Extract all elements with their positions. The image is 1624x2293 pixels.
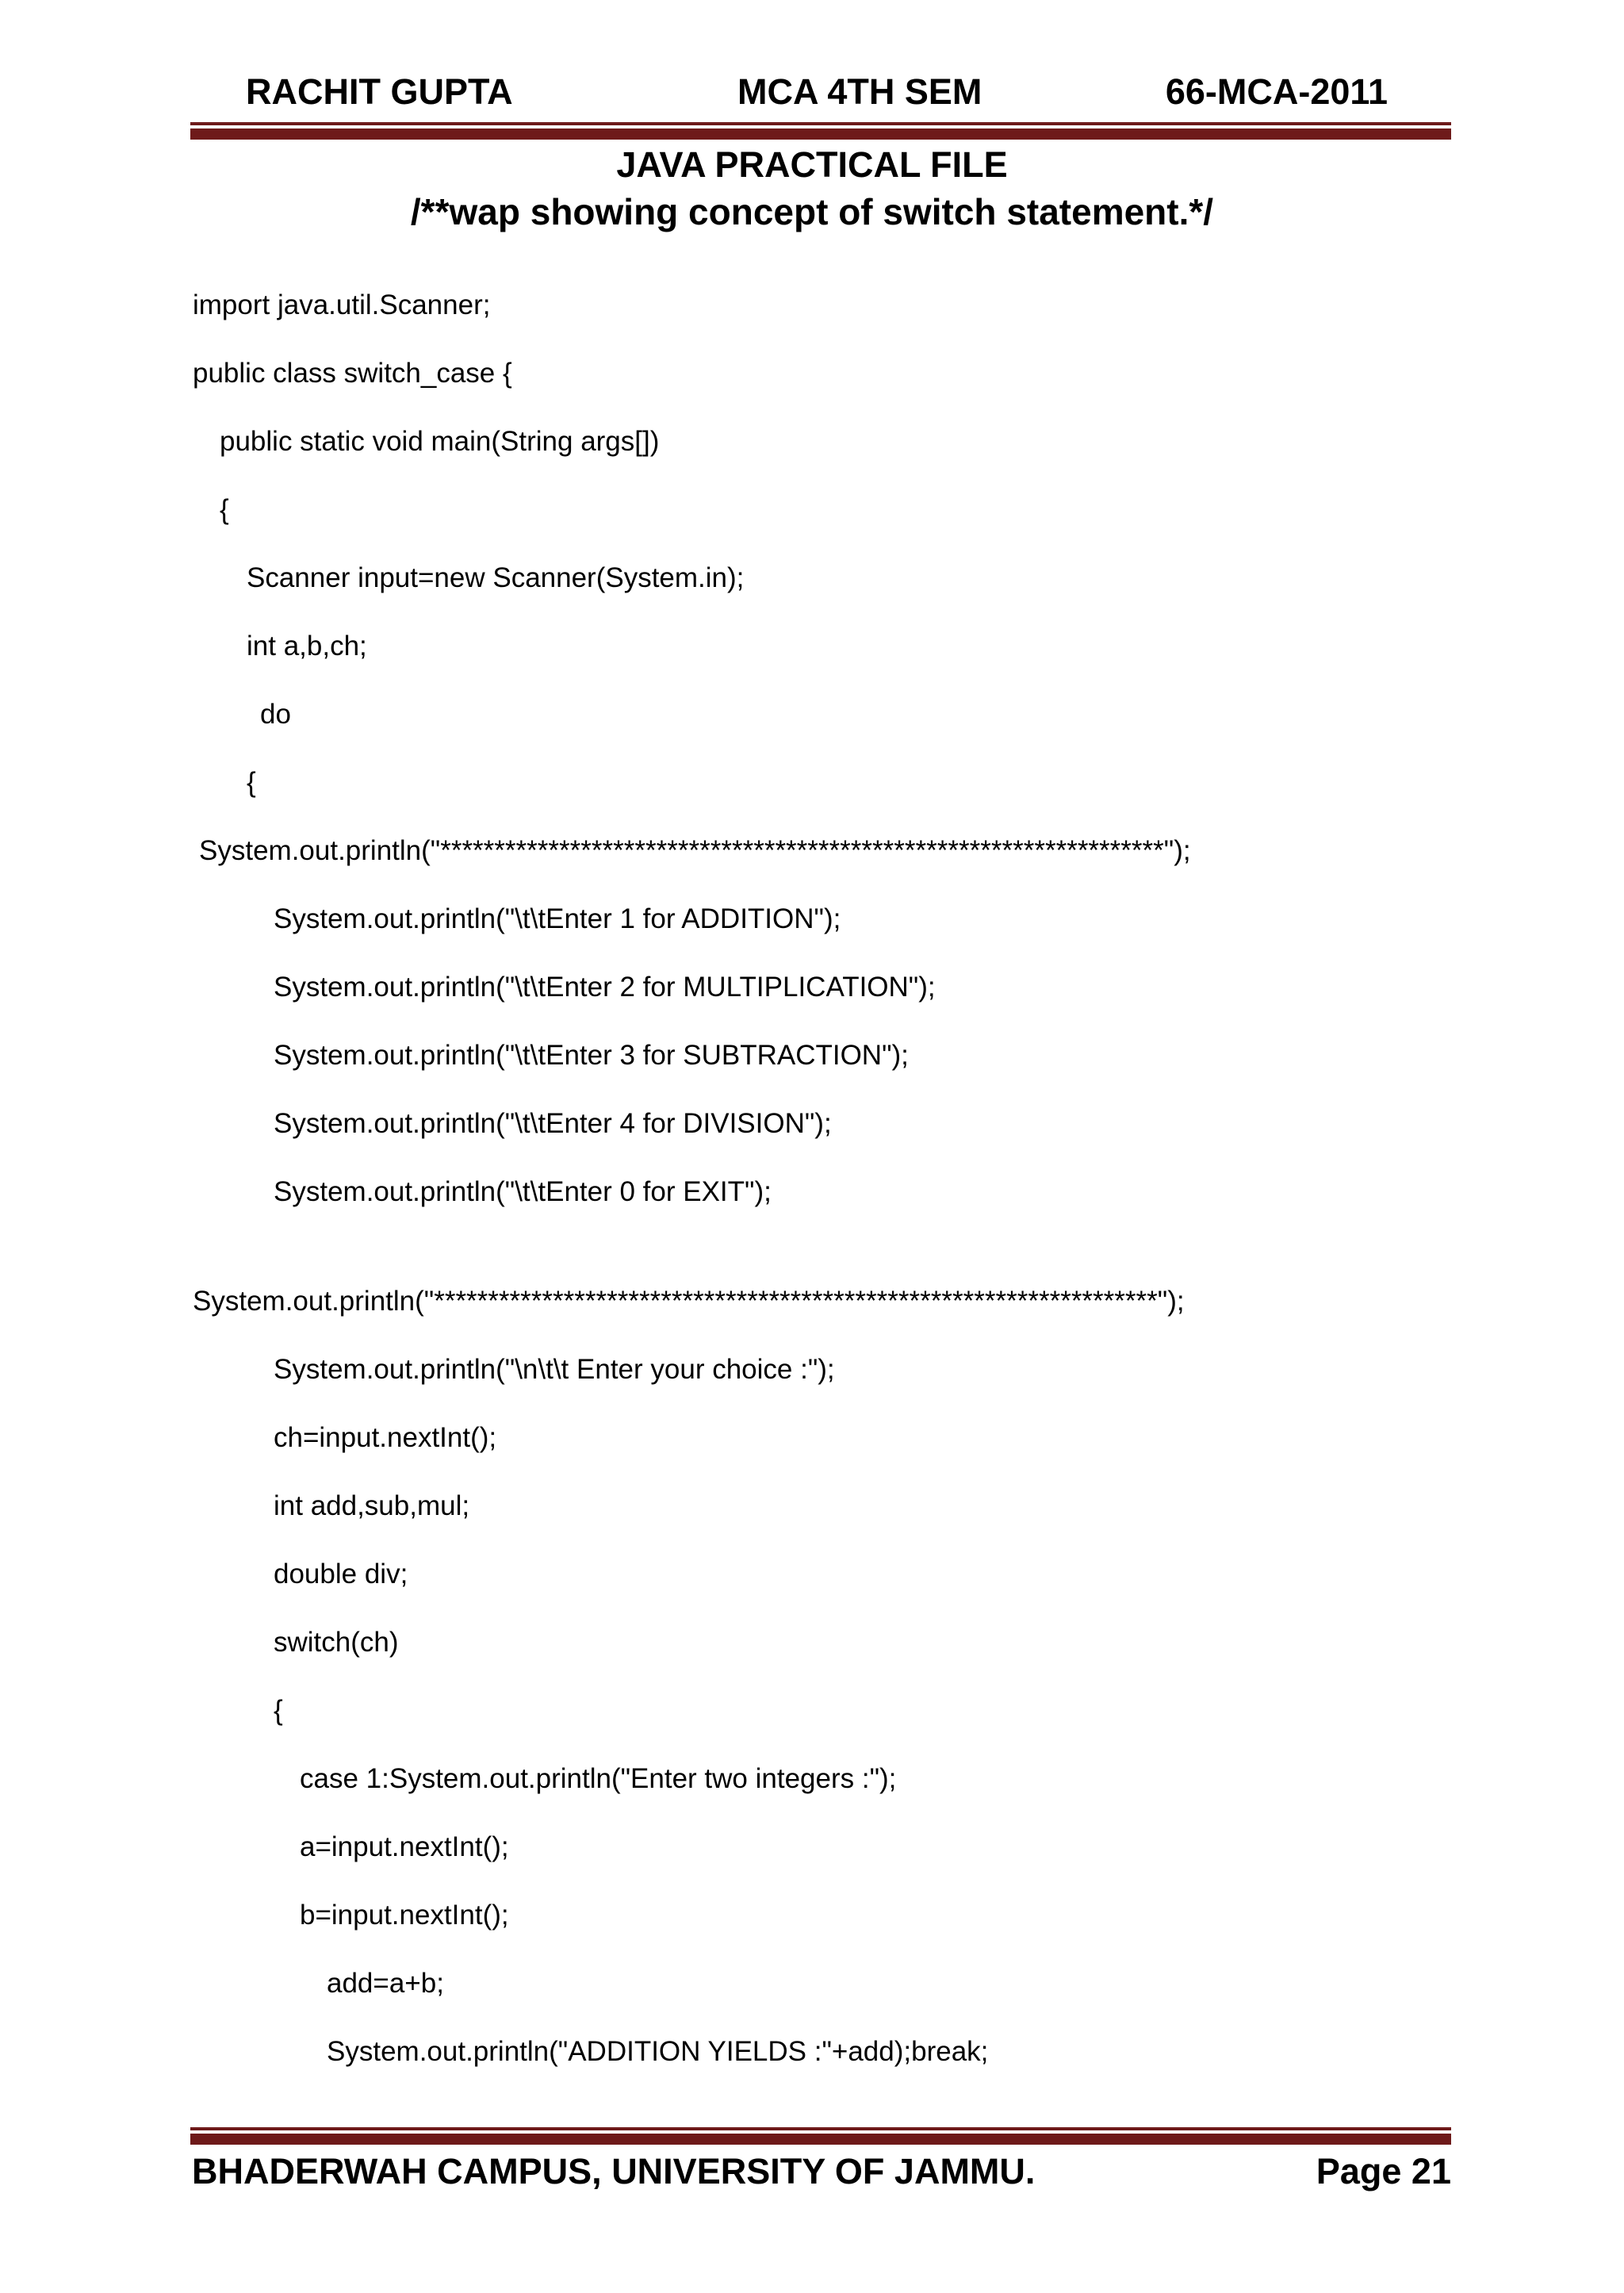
code-line: ch=input.nextInt(); bbox=[274, 1422, 497, 1453]
code-line: public class switch_case { bbox=[193, 358, 512, 389]
code-line: b=input.nextInt(); bbox=[300, 1900, 509, 1931]
header-divider bbox=[190, 122, 1451, 140]
code-line: add=a+b; bbox=[327, 1968, 444, 1999]
code-line: System.out.println("\t\tEnter 1 for ADDITION"); bbox=[274, 903, 841, 934]
code-line: do bbox=[260, 699, 291, 730]
code-line: switch(ch) bbox=[274, 1627, 399, 1658]
code-line: int add,sub,mul; bbox=[274, 1490, 470, 1521]
code-line: public static void main(String args[]) bbox=[220, 426, 660, 457]
code-line: Scanner input=new Scanner(System.in); bbox=[247, 562, 745, 593]
page-header bbox=[190, 71, 1451, 119]
author-name: RACHIT GUPTA bbox=[246, 71, 513, 112]
campus-name: BHADERWAH CAMPUS, UNIVERSITY OF JAMMU. bbox=[192, 2151, 1036, 2191]
code-line: double div; bbox=[274, 1559, 408, 1589]
file-title: JAVA PRACTICAL FILE bbox=[616, 144, 1008, 185]
code-line: import java.util.Scanner; bbox=[193, 290, 491, 320]
code-line: a=input.nextInt(); bbox=[300, 1831, 509, 1862]
code-line: { bbox=[247, 767, 256, 798]
code-line: { bbox=[274, 1695, 283, 1726]
page-number: Page 21 bbox=[1316, 2151, 1451, 2191]
code-line: System.out.println("*******************************************************************"); bbox=[199, 835, 1191, 866]
code-line: System.out.println("\t\tEnter 2 for MULTIPLICATION"); bbox=[274, 972, 936, 1003]
footer-divider bbox=[190, 2127, 1451, 2145]
code-line: System.out.println("\t\tEnter 4 for DIVISION"); bbox=[274, 1108, 832, 1139]
code-line: System.out.println("\n\t\t Enter your choice :"); bbox=[274, 1354, 835, 1385]
code-line: System.out.println("ADDITION YIELDS :"+add);break; bbox=[327, 2036, 989, 2067]
code-line: { bbox=[220, 494, 229, 525]
code-line: System.out.println("\t\tEnter 0 for EXIT"); bbox=[274, 1176, 772, 1207]
code-line: int a,b,ch; bbox=[247, 631, 367, 661]
roll-number: 66-MCA-2011 bbox=[1165, 71, 1388, 112]
program-description: /**wap showing concept of switch statement.*/ bbox=[410, 191, 1214, 232]
page-footer bbox=[190, 2151, 1451, 2199]
code-line: System.out.println("*******************************************************************"); bbox=[193, 1286, 1185, 1317]
code-line: System.out.println("\t\tEnter 3 for SUBTRACTION"); bbox=[274, 1040, 909, 1071]
semester-label: MCA 4TH SEM bbox=[737, 71, 982, 112]
code-line: case 1:System.out.println("Enter two integers :"); bbox=[300, 1763, 897, 1794]
